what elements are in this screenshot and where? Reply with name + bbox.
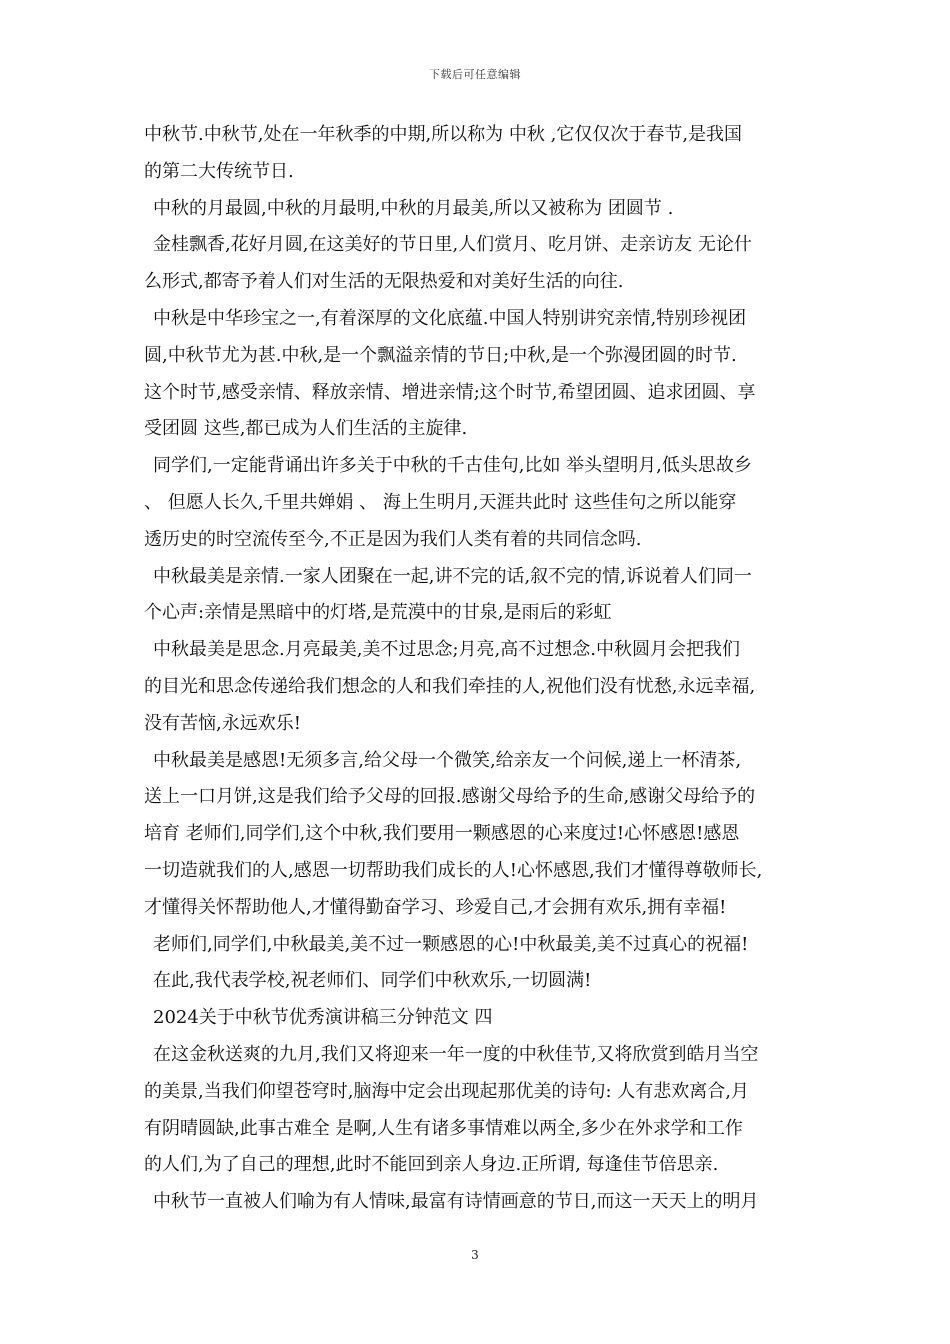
text-line: 才懂得关怀帮助他人,才懂得勤奋学习、珍爱自己,才会拥有欢乐,拥有幸福! bbox=[144, 896, 727, 918]
text-line: 中秋节.中秋节,处在一年秋季的中期,所以称为 中秋 ,它仅仅次于春节,是我国 bbox=[144, 124, 743, 145]
section-heading: 2024关于中秋节优秀演讲稿三分钟范文 四 bbox=[153, 1007, 493, 1029]
page-header: 下载后可任意编辑 bbox=[429, 68, 521, 81]
text-line: 一切造就我们的人,感恩一切帮助我们成长的人!心怀感恩,我们才懂得尊敬师长, bbox=[144, 859, 763, 881]
text-line: 的第二大传统节日. bbox=[144, 160, 294, 182]
text-line: 的美景,当我们仰望苍穹时,脑海中定会出现起那优美的诗句: 人有悲欢离合,月 bbox=[144, 1080, 749, 1102]
text-line: 透历史的时空流传至今,不正是因为我们人类有着的共同信念吗. bbox=[144, 528, 642, 550]
text-line: 有阴晴圆缺,此事古难全 是啊,人生有诸多事情难以两全,多少在外求学和工作 bbox=[144, 1117, 743, 1139]
text-line: 中秋最美是思念.月亮最美,美不过思念;月亮,高不过想念.中秋圆月会把我们 bbox=[153, 639, 740, 661]
text-line: 中秋最美是感恩!无须多言,给父母一个微笑,给亲友一个问候,递上一杯清茶, bbox=[153, 749, 742, 771]
text-line: 的目光和思念传递给我们想念的人和我们牵挂的人,祝他们没有忧愁,永远幸福, bbox=[144, 675, 756, 697]
document-body bbox=[144, 117, 816, 1221]
text-line: 中秋是中华珍宝之一,有着深厚的文化底蕴.中国人特别讲究亲情,特别珍视团 bbox=[153, 307, 747, 329]
text-line: 的人们,为了自己的理想,此时不能回到亲人身边.正所谓, 每逢佳节倍思亲. bbox=[144, 1154, 719, 1176]
text-line: 个心声:亲情是黑暗中的灯塔,是荒漠中的甘泉,是雨后的彩虹 bbox=[144, 602, 612, 624]
text-line: 中秋的月最圆,中秋的月最明,中秋的月最美,所以又被称为 团圆节 . bbox=[153, 197, 674, 219]
text-line: 这个时节,感受亲情、释放亲情、增进亲情;这个时节,希望团圆、追求团圆、享 bbox=[144, 381, 756, 403]
text-line: 么形式,都寄予着人们对生活的无限热爱和对美好生活的向往. bbox=[144, 271, 624, 293]
text-line: 老师们,同学们,中秋最美,美不过一颗感恩的心!中秋最美,美不过真心的祝福! bbox=[153, 933, 749, 955]
text-line: 同学们,一定能背诵出许多关于中秋的千古佳句,比如 举头望明月,低头思故乡 bbox=[153, 455, 752, 477]
text-line: 、 但愿人长久,千里共婵娟 、 海上生明月,天涯共此时 这些佳句之所以能穿 bbox=[144, 491, 737, 513]
text-line: 中秋节一直被人们喻为有人情味,最富有诗情画意的节日,而这一天天上的明月 bbox=[153, 1191, 759, 1213]
text-line: 受团圆 这些,都已成为人们生活的主旋律. bbox=[144, 418, 468, 440]
text-line: 圆,中秋节尤为甚.中秋,是一个飘溢亲情的节日;中秋,是一个弥漫团圆的时节. bbox=[144, 344, 737, 366]
text-line: 送上一口月饼,这是我们给予父母的回报.感谢父母给予的生命,感谢父母给予的 bbox=[144, 786, 756, 808]
text-line: 在这金秋送爽的九月,我们又将迎来一年一度的中秋佳节,又将欣赏到皓月当空 bbox=[153, 1043, 759, 1065]
page-number: 3 bbox=[471, 1248, 479, 1262]
text-line: 没有苦恼,永远欢乐! bbox=[144, 712, 301, 734]
text-line: 在此,我代表学校,祝老师们、同学们中秋欢乐,一切圆满! bbox=[153, 970, 592, 992]
text-line: 中秋最美是亲情.一家人团聚在一起,讲不完的话,叙不完的情,诉说着人们同一 bbox=[153, 565, 752, 587]
text-line: 金桂飘香,花好月圆,在这美好的节日里,人们赏月、吃月饼、走亲访友 无论什 bbox=[153, 234, 752, 256]
text-line: 培育 老师们,同学们,这个中秋,我们要用一颗感恩的心来度过!心怀感恩!感恩 bbox=[144, 823, 740, 845]
